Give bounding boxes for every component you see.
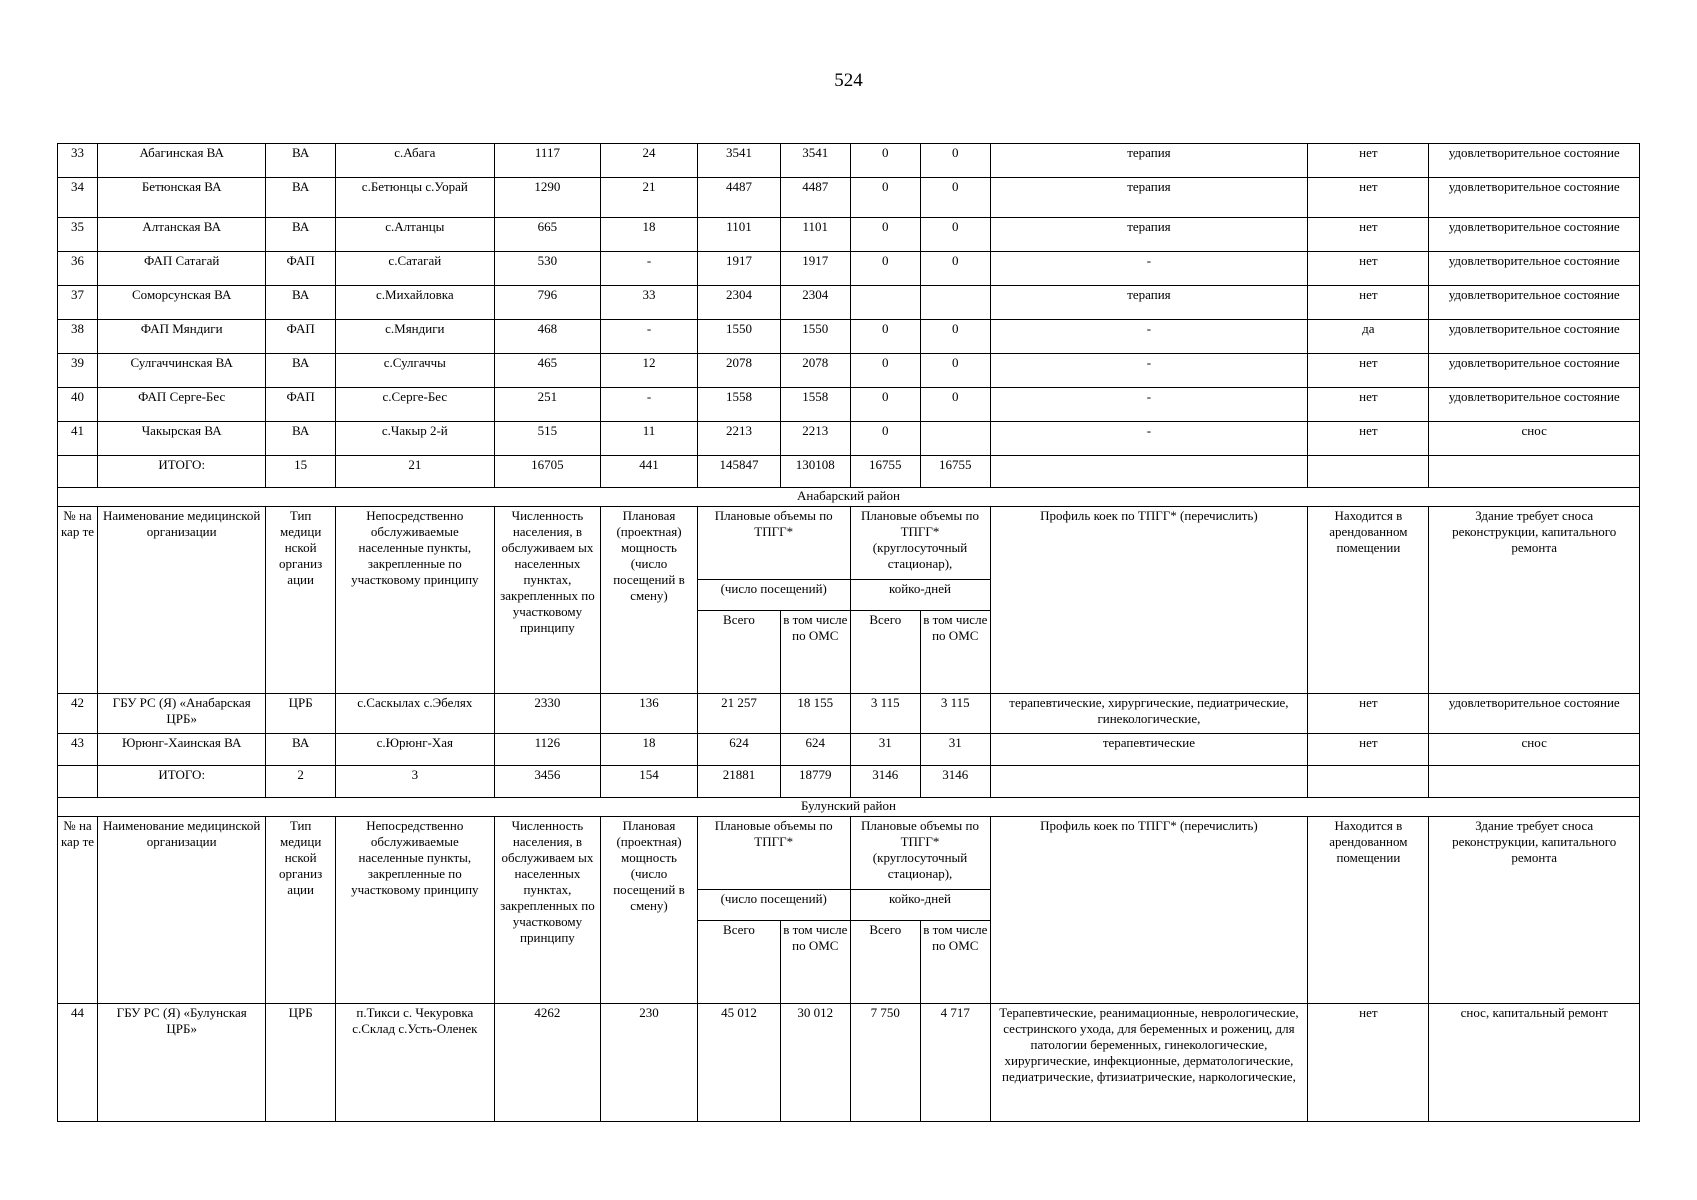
total-row-2 (58, 766, 1640, 817)
total-settlements: 3 (335, 766, 494, 798)
header-visits-total: Всего (697, 921, 780, 1004)
bed-profile: терапия (990, 178, 1308, 218)
header-profile: Профиль коек по ТПГГ* (перечислить) (990, 507, 1308, 694)
total-visits-oms: 130108 (781, 456, 850, 488)
building-state: удовлетворительное состояние (1429, 694, 1640, 734)
table-body-anabar (58, 694, 1640, 766)
org-type: ВА (266, 218, 335, 252)
visits-all: 1101 (697, 218, 780, 252)
population: 515 (494, 422, 600, 456)
header-visits-oms: в том числе по ОМС (781, 921, 850, 1004)
total-population: 3456 (494, 766, 600, 798)
beds-all: 0 (850, 252, 921, 286)
capacity: 12 (601, 354, 698, 388)
header-beds-oms: в том числе по ОМС (921, 921, 990, 1004)
row-number: 40 (58, 388, 98, 422)
building-state: удовлетворительное состояние (1429, 218, 1640, 252)
rented: нет (1308, 252, 1429, 286)
facilities-table (57, 143, 1640, 1122)
visits-oms: 1101 (781, 218, 850, 252)
org-type: ВА (266, 354, 335, 388)
table-row (58, 694, 1640, 734)
settlements: с.Алтанцы (335, 218, 494, 252)
rented: нет (1308, 422, 1429, 456)
rented: нет (1308, 388, 1429, 422)
org-type: ЦРБ (266, 694, 335, 734)
header-beds-unit: койко-дней (850, 890, 990, 921)
rented: нет (1308, 178, 1429, 218)
visits-all: 21 257 (697, 694, 780, 734)
population: 2330 (494, 694, 600, 734)
total-visits-all: 21881 (697, 766, 780, 798)
total-visits-all: 145847 (697, 456, 780, 488)
visits-oms: 4487 (781, 178, 850, 218)
table-row (58, 422, 1640, 456)
total-type: 15 (266, 456, 335, 488)
rented: нет (1308, 354, 1429, 388)
org-type: ВА (266, 286, 335, 320)
org-name: Бетюнская ВА (97, 178, 265, 218)
total-visits-oms: 18779 (781, 766, 850, 798)
row-number: 43 (58, 734, 98, 766)
building-state: удовлетворительное состояние (1429, 388, 1640, 422)
beds-oms: 31 (921, 734, 990, 766)
total-beds-oms: 3146 (921, 766, 990, 798)
building-state: снос (1429, 422, 1640, 456)
visits-all: 2078 (697, 354, 780, 388)
visits-oms: 18 155 (781, 694, 850, 734)
beds-all: 0 (850, 354, 921, 388)
capacity: 136 (601, 694, 698, 734)
population: 465 (494, 354, 600, 388)
beds-all: 0 (850, 388, 921, 422)
rented: нет (1308, 694, 1429, 734)
population: 665 (494, 218, 600, 252)
org-name: Абагинская ВА (97, 144, 265, 178)
org-type: ФАП (266, 388, 335, 422)
header-profile: Профиль коек по ТПГГ* (перечислить) (990, 817, 1308, 1004)
row-44 (58, 1004, 1640, 1122)
table-row (58, 286, 1640, 320)
org-name: ФАП Серге-Бес (97, 388, 265, 422)
visits-oms: 2304 (781, 286, 850, 320)
visits-oms: 2078 (781, 354, 850, 388)
beds-all: 3 115 (850, 694, 921, 734)
capacity: 33 (601, 286, 698, 320)
total-label: ИТОГО: (97, 766, 265, 798)
column-header-anabar (58, 507, 1640, 694)
total-beds-all: 16755 (850, 456, 921, 488)
org-type: ЦРБ (266, 1004, 335, 1122)
settlements: с.Сулгаччы (335, 354, 494, 388)
bed-profile: терапевтические, хирургические, педиатрические, гинекологические, (990, 694, 1308, 734)
building-state: удовлетворительное состояние (1429, 144, 1640, 178)
visits-all: 3541 (697, 144, 780, 178)
population: 251 (494, 388, 600, 422)
bed-profile: - (990, 252, 1308, 286)
beds-oms: 0 (921, 252, 990, 286)
bed-profile: - (990, 422, 1308, 456)
org-name: Соморсунская ВА (97, 286, 265, 320)
visits-all: 2304 (697, 286, 780, 320)
header-name: Наименование медицинской организации (97, 817, 265, 1004)
total-beds-all: 3146 (850, 766, 921, 798)
beds-oms: 0 (921, 320, 990, 354)
beds-all: 0 (850, 218, 921, 252)
table-row (58, 388, 1640, 422)
org-name: ФАП Сатагай (97, 252, 265, 286)
total-capacity: 154 (601, 766, 698, 798)
capacity: - (601, 320, 698, 354)
bed-profile: - (990, 320, 1308, 354)
capacity: 18 (601, 218, 698, 252)
total-population: 16705 (494, 456, 600, 488)
settlements: с.Мяндиги (335, 320, 494, 354)
visits-oms: 2213 (781, 422, 850, 456)
org-name: ФАП Мяндиги (97, 320, 265, 354)
header-num: № на кар те (58, 507, 98, 694)
table-row (58, 320, 1640, 354)
rented: нет (1308, 218, 1429, 252)
header-building: Здание требует сноса реконструкции, капитального ремонта (1429, 817, 1640, 1004)
visits-all: 1550 (697, 320, 780, 354)
header-capacity: Плановая (проектная) мощность (число посещений в смену) (601, 507, 698, 694)
header-settlements: Непосредственно обслуживаемые населенные пункты, закрепленные по участковому принципу (335, 817, 494, 1004)
beds-all: 0 (850, 144, 921, 178)
bed-profile: - (990, 354, 1308, 388)
row-number: 39 (58, 354, 98, 388)
building-state: удовлетворительное состояние (1429, 286, 1640, 320)
beds-all: 0 (850, 178, 921, 218)
header-beds-unit: койко-дней (850, 580, 990, 611)
row-number: 41 (58, 422, 98, 456)
visits-oms: 30 012 (781, 1004, 850, 1122)
population: 1126 (494, 734, 600, 766)
org-name: Юрюнг-Хаинская ВА (97, 734, 265, 766)
header-planned-visits: Плановые объемы по ТПГГ* (697, 507, 850, 580)
header-name: Наименование медицинской организации (97, 507, 265, 694)
visits-oms: 3541 (781, 144, 850, 178)
total-label: ИТОГО: (97, 456, 265, 488)
header-rented: Находится в арендованном помещении (1308, 817, 1429, 1004)
rented: нет (1308, 1004, 1429, 1122)
beds-all: 31 (850, 734, 921, 766)
header-planned-visits: Плановые объемы по ТПГГ* (697, 817, 850, 890)
beds-all: 0 (850, 320, 921, 354)
table-row (58, 218, 1640, 252)
column-header-bulun (58, 817, 1640, 1004)
row-number: 44 (58, 1004, 98, 1122)
building-state: удовлетворительное состояние (1429, 252, 1640, 286)
bed-profile: терапия (990, 286, 1308, 320)
header-visits-oms: в том числе по ОМС (781, 611, 850, 694)
org-name: ГБУ РС (Я) «Анабарская ЦРБ» (97, 694, 265, 734)
capacity: - (601, 252, 698, 286)
bed-profile: терапия (990, 144, 1308, 178)
total-beds-oms: 16755 (921, 456, 990, 488)
beds-oms: 3 115 (921, 694, 990, 734)
building-state: снос (1429, 734, 1640, 766)
population: 1117 (494, 144, 600, 178)
visits-all: 624 (697, 734, 780, 766)
table-row (58, 734, 1640, 766)
org-name: ГБУ РС (Я) «Булунская ЦРБ» (97, 1004, 265, 1122)
row-number: 36 (58, 252, 98, 286)
row-number: 37 (58, 286, 98, 320)
rented: нет (1308, 144, 1429, 178)
table-row (58, 252, 1640, 286)
header-population: Численность населения, в обслуживаем ых населенных пунктах, закрепленных по участковому принципу (494, 507, 600, 694)
building-state: снос, капитальный ремонт (1429, 1004, 1640, 1122)
visits-all: 2213 (697, 422, 780, 456)
header-num: № на кар те (58, 817, 98, 1004)
table-row (58, 144, 1640, 178)
header-beds-total: Всего (850, 611, 921, 694)
visits-oms: 1558 (781, 388, 850, 422)
org-name: Чакырская ВА (97, 422, 265, 456)
org-type: ВА (266, 144, 335, 178)
header-settlements: Непосредственно обслуживаемые населенные пункты, закрепленные по участковому принципу (335, 507, 494, 694)
capacity: 24 (601, 144, 698, 178)
total-capacity: 441 (601, 456, 698, 488)
org-type: ВА (266, 734, 335, 766)
beds-oms: 0 (921, 218, 990, 252)
total-type: 2 (266, 766, 335, 798)
table-row (58, 178, 1640, 218)
bed-profile: - (990, 388, 1308, 422)
beds-oms (921, 422, 990, 456)
building-state: удовлетворительное состояние (1429, 320, 1640, 354)
capacity: - (601, 388, 698, 422)
settlements: с.Михайловка (335, 286, 494, 320)
rented: нет (1308, 286, 1429, 320)
row-number: 38 (58, 320, 98, 354)
settlements: п.Тикси с. Чекуровка с.Склад с.Усть-Оленек (335, 1004, 494, 1122)
header-visits-total: Всего (697, 611, 780, 694)
org-type: ФАП (266, 252, 335, 286)
row-number: 42 (58, 694, 98, 734)
bed-profile: терапевтические (990, 734, 1308, 766)
bed-profile: Терапевтические, реанимационные, неврологические, сестринского ухода, для беременных и рожениц, для патологии беременных, гинекологические, хирургические, инфекционные, дерматологические, педиатрические, фтизиатрические, наркологические, (990, 1004, 1308, 1122)
beds-oms: 0 (921, 354, 990, 388)
population: 4262 (494, 1004, 600, 1122)
org-name: Сулгаччинская ВА (97, 354, 265, 388)
visits-all: 4487 (697, 178, 780, 218)
population: 796 (494, 286, 600, 320)
capacity: 230 (601, 1004, 698, 1122)
header-type: Тип медици нской организ ации (266, 507, 335, 694)
beds-oms: 0 (921, 388, 990, 422)
beds-oms: 0 (921, 144, 990, 178)
building-state: удовлетворительное состояние (1429, 354, 1640, 388)
settlements: с.Абага (335, 144, 494, 178)
settlements: с.Сатагай (335, 252, 494, 286)
settlements: с.Чакыр 2-й (335, 422, 494, 456)
settlements: с.Юрюнг-Хая (335, 734, 494, 766)
settlements: с.Бетюнцы с.Уорай (335, 178, 494, 218)
visits-oms: 1917 (781, 252, 850, 286)
visits-all: 45 012 (697, 1004, 780, 1122)
beds-all (850, 286, 921, 320)
org-type: ВА (266, 178, 335, 218)
population: 530 (494, 252, 600, 286)
section-title-bulun: Булунский район (58, 798, 1640, 817)
table-body-top (58, 144, 1640, 456)
header-beds-total: Всего (850, 921, 921, 1004)
total-row-1 (58, 456, 1640, 507)
building-state: удовлетворительное состояние (1429, 178, 1640, 218)
row-number: 34 (58, 178, 98, 218)
population: 1290 (494, 178, 600, 218)
org-type: ФАП (266, 320, 335, 354)
visits-oms: 1550 (781, 320, 850, 354)
header-planned-beds: Плановые объемы по ТПГГ* (круглосуточный стационар), (850, 817, 990, 890)
rented: нет (1308, 734, 1429, 766)
total-settlements: 21 (335, 456, 494, 488)
capacity: 18 (601, 734, 698, 766)
row-number: 33 (58, 144, 98, 178)
beds-oms: 4 717 (921, 1004, 990, 1122)
beds-all: 7 750 (850, 1004, 921, 1122)
header-beds-oms: в том числе по ОМС (921, 611, 990, 694)
header-planned-beds: Плановые объемы по ТПГГ* (круглосуточный стационар), (850, 507, 990, 580)
header-type: Тип медици нской организ ации (266, 817, 335, 1004)
visits-all: 1917 (697, 252, 780, 286)
settlements: с.Саскылах с.Эбелях (335, 694, 494, 734)
capacity: 11 (601, 422, 698, 456)
settlements: с.Серге-Бес (335, 388, 494, 422)
rented: да (1308, 320, 1429, 354)
section-title-anabar: Анабарский район (58, 488, 1640, 507)
table-row (58, 354, 1640, 388)
header-visits-unit: (число посещений) (697, 890, 850, 921)
bed-profile: терапия (990, 218, 1308, 252)
org-name: Алтанская ВА (97, 218, 265, 252)
header-visits-unit: (число посещений) (697, 580, 850, 611)
visits-all: 1558 (697, 388, 780, 422)
visits-oms: 624 (781, 734, 850, 766)
header-building: Здание требует сноса реконструкции, капитального ремонта (1429, 507, 1640, 694)
header-rented: Находится в арендованном помещении (1308, 507, 1429, 694)
header-capacity: Плановая (проектная) мощность (число посещений в смену) (601, 817, 698, 1004)
org-type: ВА (266, 422, 335, 456)
page-number: 524 (834, 70, 863, 91)
beds-oms (921, 286, 990, 320)
capacity: 21 (601, 178, 698, 218)
beds-oms: 0 (921, 178, 990, 218)
beds-all: 0 (850, 422, 921, 456)
header-population: Численность населения, в обслуживаем ых населенных пунктах, закрепленных по участковому принципу (494, 817, 600, 1004)
row-number: 35 (58, 218, 98, 252)
population: 468 (494, 320, 600, 354)
